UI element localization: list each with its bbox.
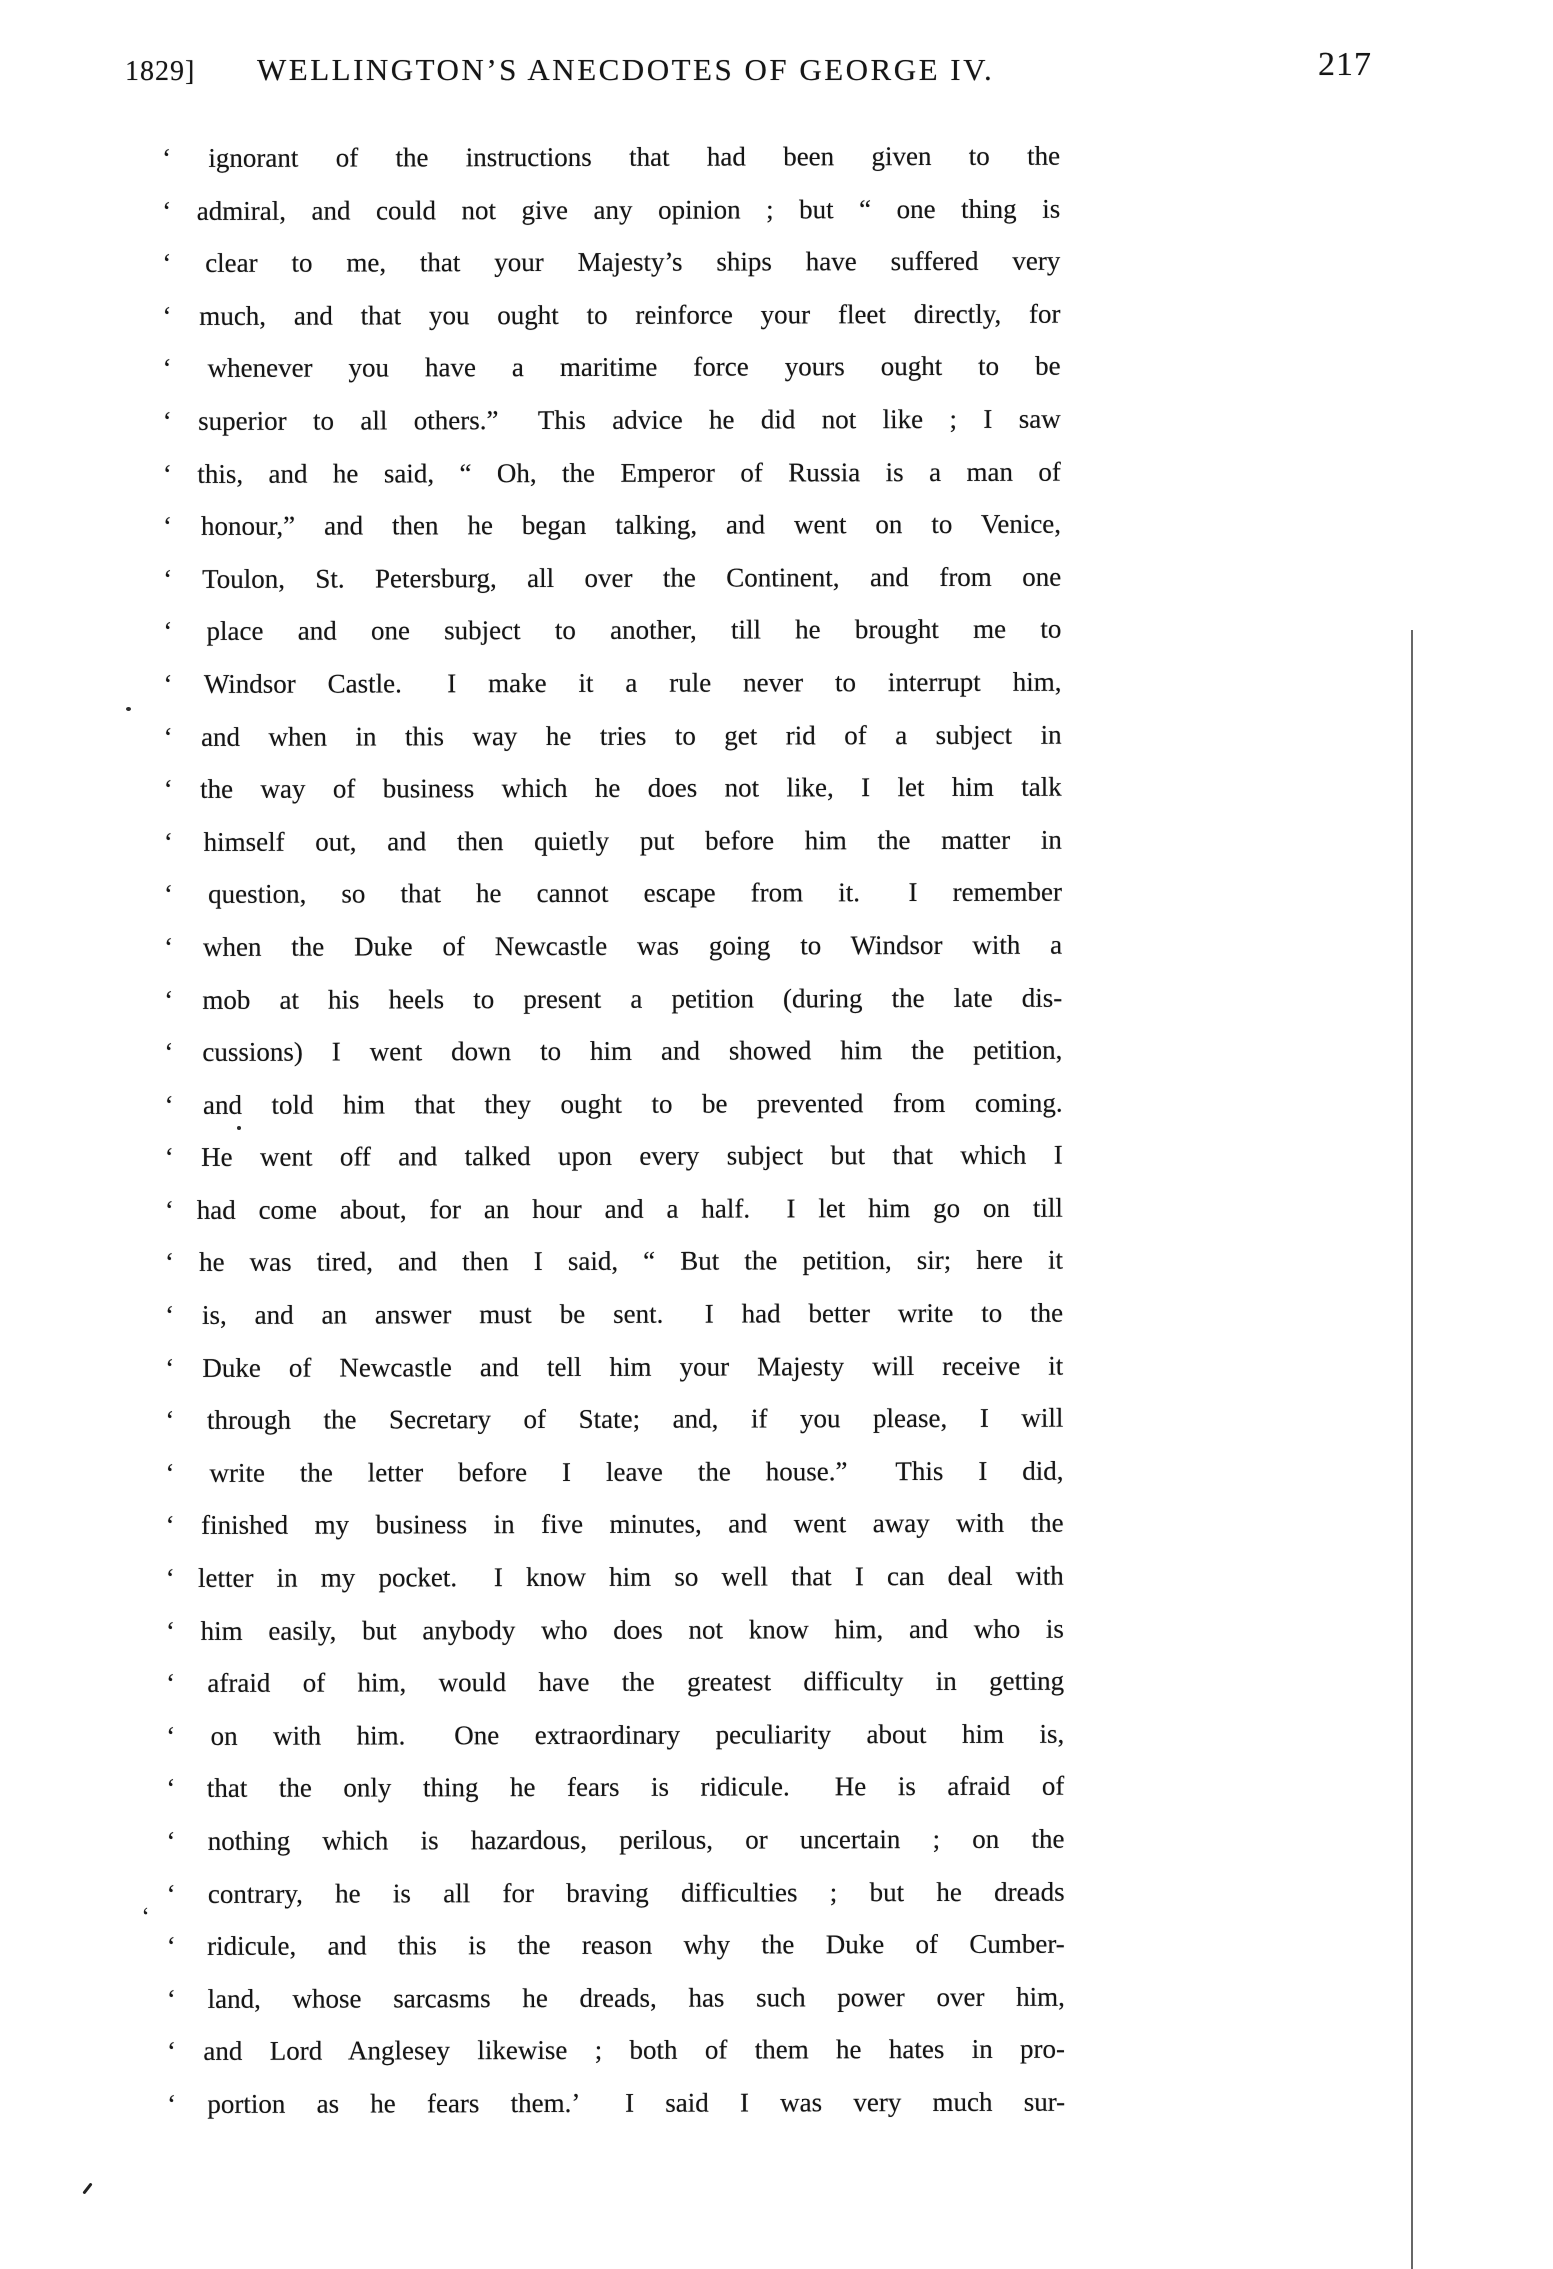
page-number: 217 [1318,46,1372,83]
running-title: WELLINGTON’S ANECDOTES OF GEORGE IV. [257,52,995,87]
text-line: ‘ and Lord Anglesey likewise ; both of them he hates in pro- [166,2034,1066,2067]
text-line: ‘ admiral, and could not give any opinion ; but “ one thing is [162,193,1061,226]
text-line: ‘ nothing which is hazardous, perilous, or uncertain ; on the [166,1823,1065,1856]
text-line: ‘ when the Duke of Newcastle was going to Windsor with a [164,929,1063,962]
stray-quote-mark: ‘ [139,1901,153,1932]
text-line: ‘ clear to me, that your Majesty’s ships have suffered very [162,245,1061,279]
text-line: ‘ afraid of him, would have the greatest difficulty in getting [166,1665,1065,1699]
text-line: ‘ finished my business in five minutes, and went away with the [165,1508,1064,1541]
text-line: ‘ through the Secretary of State; and, if you please, I will [165,1402,1064,1436]
text-line: ‘ Windsor Castle. I make it a rule never to interrupt him, [163,666,1062,699]
ink-spot [237,1126,241,1130]
text-line: ‘ him easily, but anybody who does not know him, and who is [165,1613,1064,1646]
text-line: ‘ contrary, he is all for braving difficulties ; but he dreads [166,1876,1065,1909]
ink-spot [126,707,131,711]
page-edge-scan-line [1411,630,1413,2269]
text-line: ‘ Toulon, St. Petersburg, all over the Continent, and from one [163,561,1062,594]
corner-ink-mark [82,2182,92,2194]
text-line: ‘ had come about, for an hour and a half. I let him go on till [164,1192,1063,1225]
text-line: ‘ write the letter before I leave the house.” This I did, [165,1455,1064,1488]
text-line: ‘ superior to all others.” This advice he did not like ; I saw [162,403,1061,436]
text-line: ‘ ignorant of the instructions that had been given to the [162,140,1061,173]
text-line: ‘ mob at his heels to present a petition (during the late dis- [164,982,1063,1015]
text-line: ‘ letter in my pocket. I know him so well that I can deal with [165,1560,1064,1594]
text-line: ‘ and when in this way he tries to get rid of a subject in [163,719,1062,752]
text-line: ‘ land, whose sarcasms he dreads, has such power over him, [166,1981,1065,2014]
text-line: ‘ this, and he said, “ Oh, the Emperor of Russia is a man of [162,456,1061,489]
text-line: ‘ much, and that you ought to reinforce your fleet directly, for [162,298,1061,331]
text-line: ‘ question, so that he cannot escape from it. I remember [163,876,1063,910]
text-line: ‘ whenever you have a maritime force yours ought to be [162,351,1061,384]
text-line: ‘ ridicule, and this is the reason why the Duke of Cumber- [166,1928,1065,1962]
header-year-marginal: 1829] [125,56,196,87]
text-line: ‘ Duke of Newcastle and tell him your Majesty will receive it [165,1350,1064,1383]
text-line: ‘ is, and an answer must be sent. I had better write to the [165,1297,1064,1331]
text-line: ‘ himself out, and then quietly put before him the matter in [163,824,1062,857]
text-line: ‘ place and one subject to another, till he brought me to [163,613,1062,647]
text-line: ‘ and told him that they ought to be prevented from coming. [164,1087,1063,1120]
text-line: ‘ He went off and talked upon every subject but that which I [164,1139,1063,1173]
text-line: ‘ honour,” and then he began talking, and went on to Venice, [162,508,1062,542]
text-line: ‘ cussions) I went down to him and showed him the petition, [164,1034,1063,1068]
text-line: ‘ he was tired, and then I said, “ But the petition, sir; here it [164,1245,1063,1278]
text-line: ‘ on with him. One extraordinary peculiarity about him is, [166,1718,1065,1751]
body-text-block [162,130,1065,2131]
text-line: ‘ portion as he fears them.’ I said I was very much sur- [167,2086,1066,2119]
text-line: ‘ that the only thing he fears is ridicule. He is afraid of [166,1771,1065,1804]
text-line: ‘ the way of business which he does not like, I let him talk [163,771,1062,805]
